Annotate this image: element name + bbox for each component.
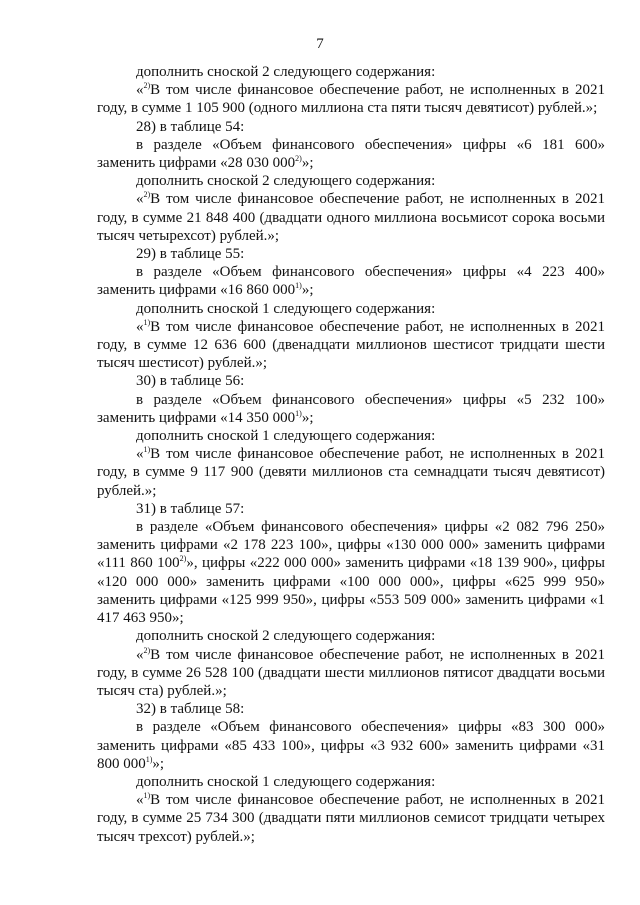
paragraph: дополнить сноской 2 следующего содержания:: [136, 64, 436, 80]
page-number: 7: [316, 36, 324, 52]
footnote-text-paragraph: «$^{1)}$В том числе финансовое обеспечение работ, не исполненных в 2021 году, в сумме 12 636 600 (двенадцати миллионов шестисот тридцати шести тысяч шестисот) рублей.»;: [97, 317, 605, 372]
footnote-text-paragraph: «$^{2)}$В том числе финансовое обеспечение работ, не исполненных в 2021 году, в сумме 21 848 400 (двадцати одного миллиона восьмисот сорока восьми тысяч четырехсот) рублей.»;: [97, 190, 605, 244]
document-body: [97, 63, 605, 846]
paragraph: в разделе «Объем финансового обеспечения» цифры «2 082 796 250» заменить цифрами «2 178 223 100», цифры «130 000 000» заменить цифрами «111 860 100$^{2)}$», цифры «222 000 000» заменить цифрами «18 139 900», цифры «120 000 000» заменить цифрами «100 000 000», цифры «625 999 950» заменить цифрами «125 999 950», цифры «553 509 000» заменить цифрами «1 417 463 950»;: [97, 519, 605, 627]
item-heading: 30) в таблице 56:: [136, 373, 245, 390]
paragraph: дополнить сноской 1 следующего содержания:: [136, 428, 436, 445]
paragraph: дополнить сноской 1 следующего содержания:: [136, 773, 436, 790]
paragraph: в разделе «Объем финансового обеспечения» цифры «4 223 400» заменить цифрами «16 860 000$^{1)}$»;: [97, 264, 605, 299]
footnote-text-paragraph: «$^{2)}$В том числе финансовое обеспечение работ, не исполненных в 2021 году, в сумме 1 105 900 (одного миллиона ста пяти тысяч девятисот) рублей.»;: [97, 81, 605, 117]
item-heading: 32) в таблице 58:: [136, 701, 245, 718]
footnote-text-paragraph: «$^{1)}$В том числе финансовое обеспечение работ, не исполненных в 2021 году, в сумме 9 117 900 (девяти миллионов ста семнадцати тысяч девятисот) рублей.»;: [97, 445, 605, 499]
paragraph: в разделе «Объем финансового обеспечения» цифры «83 300 000» заменить цифрами «85 433 100», цифры «3 932 600» заменить цифрами «31 800 000$^{1)}$»;: [97, 719, 605, 772]
paragraph: дополнить сноской 1 следующего содержания:: [136, 300, 436, 317]
paragraph: дополнить сноской 2 следующего содержания:: [136, 628, 436, 645]
footnote-text-paragraph: «$^{2)}$В том числе финансовое обеспечение работ, не исполненных в 2021 году, в сумме 26 528 100 (двадцати шести миллионов пятисот двадцати восьми тысяч ста) рублей.»;: [97, 645, 605, 699]
footnote-text-paragraph: «$^{1)}$В том числе финансовое обеспечение работ, не исполненных в 2021 году, в сумме 25 734 300 (двадцати пяти миллионов семисот тридцати четырех тысяч трехсот) рублей.»;: [97, 791, 605, 845]
paragraph: в разделе «Объем финансового обеспечения» цифры «5 232 100» заменить цифрами «14 350 000$^{1)}$»;: [97, 391, 605, 426]
paragraph: дополнить сноской 2 следующего содержания:: [136, 173, 436, 190]
item-heading: 31) в таблице 57:: [136, 500, 245, 517]
item-heading: 29) в таблице 55:: [136, 246, 245, 263]
paragraph: в разделе «Объем финансового обеспечения» цифры «6 181 600» заменить цифрами «28 030 000$^{2)}$»;: [97, 136, 605, 172]
item-heading: 28) в таблице 54:: [136, 118, 245, 135]
